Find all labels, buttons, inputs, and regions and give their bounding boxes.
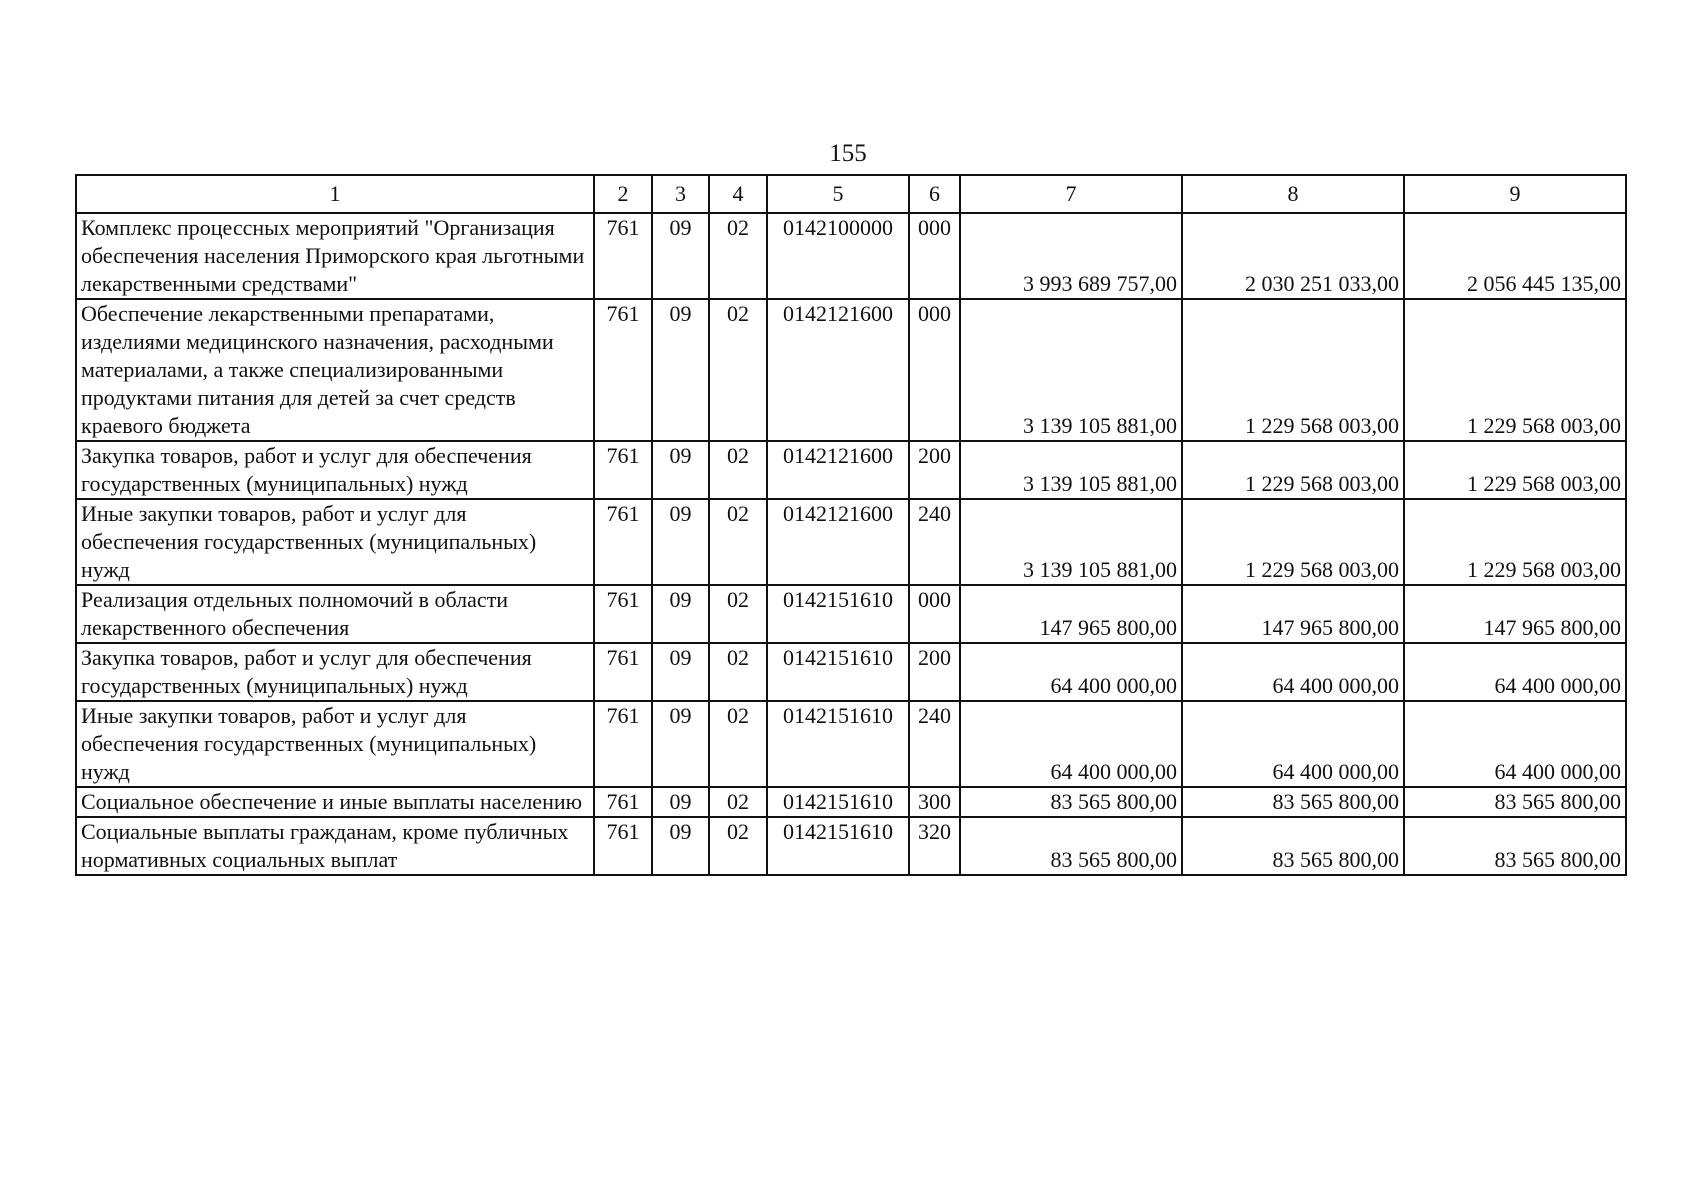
amount-col9-cell: 1 229 568 003,00 [1404, 299, 1626, 441]
table-row [76, 441, 1626, 499]
table-row [76, 499, 1626, 585]
subsection-code-cell: 02 [709, 817, 767, 875]
expense-type-cell: 200 [909, 643, 960, 701]
page-number [0, 140, 1698, 168]
ministry-code-cell: 761 [594, 441, 652, 499]
column-header-8: 8 [1182, 175, 1404, 213]
ministry-code-cell: 761 [594, 787, 652, 817]
table-row [76, 817, 1626, 875]
amount-col9-cell: 83 565 800,00 [1404, 817, 1626, 875]
amount-col9-cell: 1 229 568 003,00 [1404, 499, 1626, 585]
amount-col9-cell: 2 056 445 135,00 [1404, 213, 1626, 299]
amount-col9-cell: 1 229 568 003,00 [1404, 441, 1626, 499]
row-name-cell: Реализация отдельных полномочий в области лекарственного обеспечения [76, 585, 594, 643]
table-header-row [76, 175, 1626, 213]
row-name-cell: Комплекс процессных мероприятий "Организация обеспечения населения Приморского края льготными лекарственными средствами" [76, 213, 594, 299]
subsection-code-cell: 02 [709, 441, 767, 499]
expense-type-cell: 320 [909, 817, 960, 875]
amount-col8-cell: 1 229 568 003,00 [1182, 499, 1404, 585]
amount-col8-cell: 1 229 568 003,00 [1182, 299, 1404, 441]
target-article-cell: 0142151610 [767, 585, 909, 643]
target-article-cell: 0142100000 [767, 213, 909, 299]
amount-col7-cell: 3 139 105 881,00 [960, 299, 1182, 441]
expense-type-cell: 000 [909, 213, 960, 299]
table-row [76, 213, 1626, 299]
target-article-cell: 0142151610 [767, 787, 909, 817]
amount-col9-cell: 64 400 000,00 [1404, 701, 1626, 787]
row-name-cell: Социальное обеспечение и иные выплаты населению [76, 787, 594, 817]
ministry-code-cell: 761 [594, 585, 652, 643]
ministry-code-cell: 761 [594, 499, 652, 585]
subsection-code-cell: 02 [709, 299, 767, 441]
column-header-2: 2 [594, 175, 652, 213]
expense-type-cell: 240 [909, 701, 960, 787]
amount-col8-cell: 1 229 568 003,00 [1182, 441, 1404, 499]
target-article-cell: 0142151610 [767, 817, 909, 875]
table-row [76, 585, 1626, 643]
amount-col8-cell: 83 565 800,00 [1182, 817, 1404, 875]
section-code-cell: 09 [652, 787, 709, 817]
column-header-9: 9 [1404, 175, 1626, 213]
expense-type-cell: 300 [909, 787, 960, 817]
column-header-3: 3 [652, 175, 709, 213]
table-row [76, 701, 1626, 787]
row-name-cell: Закупка товаров, работ и услуг для обеспечения государственных (муниципальных) нужд [76, 643, 594, 701]
column-header-4: 4 [709, 175, 767, 213]
table-row [76, 643, 1626, 701]
subsection-code-cell: 02 [709, 701, 767, 787]
amount-col7-cell: 3 139 105 881,00 [960, 441, 1182, 499]
column-header-7: 7 [960, 175, 1182, 213]
amount-col8-cell: 2 030 251 033,00 [1182, 213, 1404, 299]
row-name-cell: Закупка товаров, работ и услуг для обеспечения государственных (муниципальных) нужд [76, 441, 594, 499]
expense-type-cell: 000 [909, 299, 960, 441]
amount-col7-cell: 83 565 800,00 [960, 787, 1182, 817]
ministry-code-cell: 761 [594, 643, 652, 701]
subsection-code-cell: 02 [709, 585, 767, 643]
target-article-cell: 0142121600 [767, 441, 909, 499]
amount-col7-cell: 3 993 689 757,00 [960, 213, 1182, 299]
column-header-1: 1 [76, 175, 594, 213]
section-code-cell: 09 [652, 299, 709, 441]
amount-col8-cell: 147 965 800,00 [1182, 585, 1404, 643]
ministry-code-cell: 761 [594, 299, 652, 441]
section-code-cell: 09 [652, 701, 709, 787]
section-code-cell: 09 [652, 817, 709, 875]
section-code-cell: 09 [652, 441, 709, 499]
amount-col8-cell: 64 400 000,00 [1182, 643, 1404, 701]
ministry-code-cell: 761 [594, 701, 652, 787]
budget-table [75, 174, 1627, 876]
ministry-code-cell: 761 [594, 817, 652, 875]
row-name-cell: Социальные выплаты гражданам, кроме публичных нормативных социальных выплат [76, 817, 594, 875]
amount-col7-cell: 64 400 000,00 [960, 643, 1182, 701]
amount-col7-cell: 83 565 800,00 [960, 817, 1182, 875]
expense-type-cell: 240 [909, 499, 960, 585]
subsection-code-cell: 02 [709, 499, 767, 585]
amount-col9-cell: 64 400 000,00 [1404, 643, 1626, 701]
expense-type-cell: 200 [909, 441, 960, 499]
subsection-code-cell: 02 [709, 787, 767, 817]
section-code-cell: 09 [652, 585, 709, 643]
amount-col9-cell: 147 965 800,00 [1404, 585, 1626, 643]
amount-col7-cell: 147 965 800,00 [960, 585, 1182, 643]
column-header-5: 5 [767, 175, 909, 213]
expense-type-cell: 000 [909, 585, 960, 643]
row-name-cell: Обеспечение лекарственными препаратами, изделиями медицинского назначения, расходными материалами, а также специализированными продуктами питания для детей за счет средств краевого бюджета [76, 299, 594, 441]
amount-col7-cell: 3 139 105 881,00 [960, 499, 1182, 585]
target-article-cell: 0142151610 [767, 701, 909, 787]
section-code-cell: 09 [652, 643, 709, 701]
column-header-6: 6 [909, 175, 960, 213]
amount-col7-cell: 64 400 000,00 [960, 701, 1182, 787]
ministry-code-cell: 761 [594, 213, 652, 299]
section-code-cell: 09 [652, 213, 709, 299]
table-row [76, 299, 1626, 441]
target-article-cell: 0142121600 [767, 499, 909, 585]
amount-col8-cell: 83 565 800,00 [1182, 787, 1404, 817]
amount-col9-cell: 83 565 800,00 [1404, 787, 1626, 817]
target-article-cell: 0142121600 [767, 299, 909, 441]
subsection-code-cell: 02 [709, 213, 767, 299]
row-name-cell: Иные закупки товаров, работ и услуг для обеспечения государственных (муниципальных) нужд [76, 499, 594, 585]
target-article-cell: 0142151610 [767, 643, 909, 701]
subsection-code-cell: 02 [709, 643, 767, 701]
row-name-cell: Иные закупки товаров, работ и услуг для обеспечения государственных (муниципальных) нужд [76, 701, 594, 787]
page-number-text: 155 [829, 140, 867, 167]
table-row [76, 787, 1626, 817]
amount-col8-cell: 64 400 000,00 [1182, 701, 1404, 787]
section-code-cell: 09 [652, 499, 709, 585]
